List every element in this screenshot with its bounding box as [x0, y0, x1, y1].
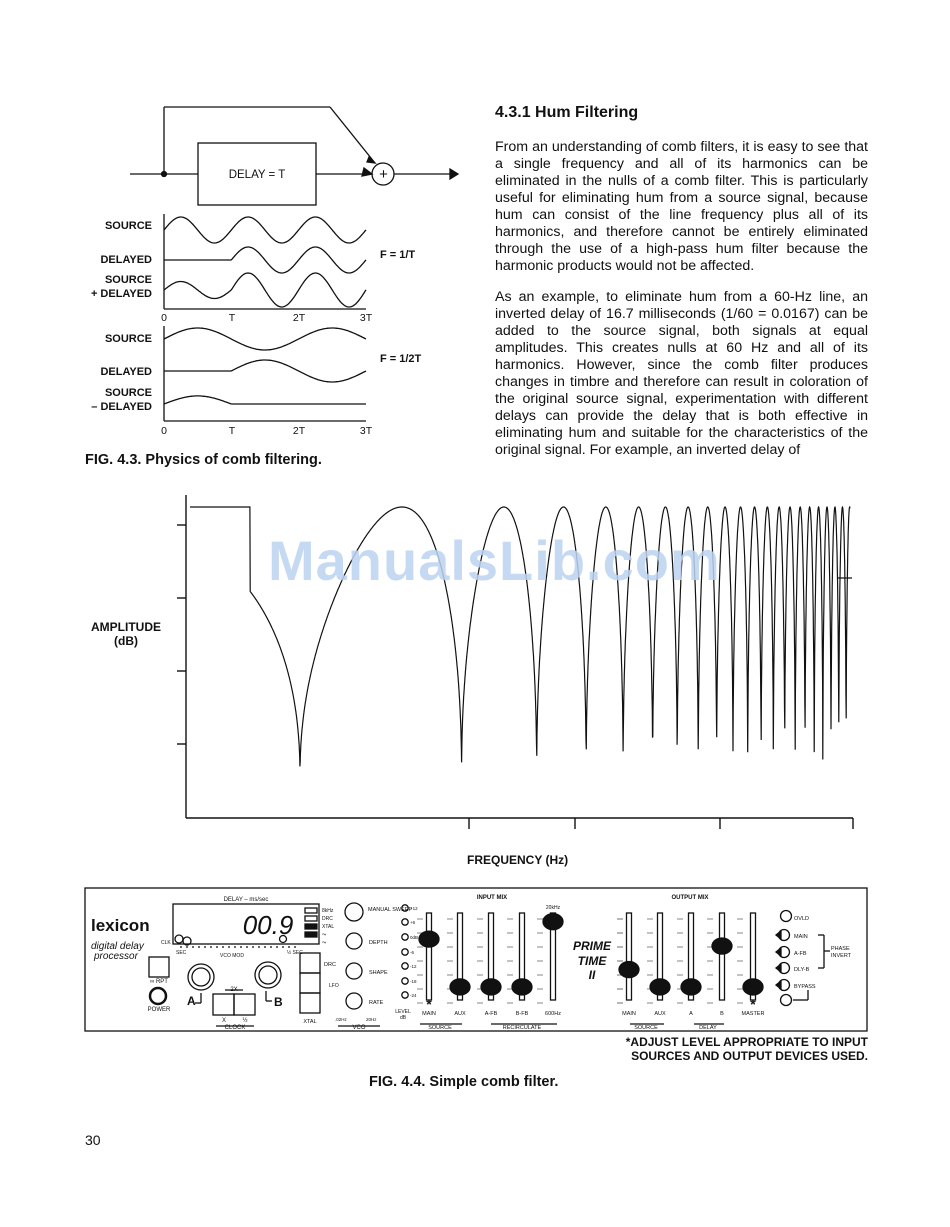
knob-a-label: A — [187, 994, 196, 1008]
g2-tick-2t: 2T — [292, 425, 306, 437]
g2-label-minus-delayed: – DELAYED — [91, 401, 152, 413]
output-fader-cap-5[interactable] — [743, 979, 763, 995]
g1-tick-2t: 2T — [292, 312, 306, 324]
level-mark-2: +6 — [410, 920, 416, 925]
ind-5: ⤳ — [322, 940, 327, 946]
g1-label-plus-delayed: + DELAYED — [90, 288, 152, 300]
sec-right: ½ SEC — [287, 950, 303, 956]
input-fader-label-1: MAIN — [422, 1011, 436, 1017]
btn-dlyb-label: DLY-B — [794, 967, 810, 973]
logo-time: TIME — [577, 954, 607, 968]
g2-tick-3t: 3T — [359, 425, 373, 437]
wave-source-1 — [164, 217, 366, 243]
level-label: LEVEL — [395, 1009, 411, 1015]
vco-knob-rate: RATE — [369, 1000, 384, 1006]
delay-box-label: DELAY = T — [228, 169, 286, 181]
g2-freq: F = 1/2T — [380, 353, 422, 365]
level-mark-1: +12 — [410, 906, 418, 911]
btn-main-label: MAIN — [794, 934, 808, 940]
ind-4: ⤳ — [322, 932, 327, 938]
vco-knob-depth: DEPTH — [369, 940, 388, 946]
g1-tick-3t: 3T — [359, 312, 373, 324]
clock-2x: 2X — [230, 987, 238, 993]
paragraph-2: As an example, to eliminate hum from a 60-Hz line, an inverted delay of 16.7 milliseconds (1/60 = 0.0167) can be added to the source signal, both signals at equal amplitudes. This creates nulls at 60 Hz and all of its harmonics. However, since the comb filter produces changes in timbre and therefore can result in coloration of the original source signal, experimentation with different delays can provide the delay that is both effective in eliminating hum and suitable for the characteristics of the original signal. For example, an inverted delay of — [495, 289, 868, 458]
level-mark-5: -12 — [410, 964, 417, 969]
brand-logo: lexicon — [91, 916, 150, 935]
output-track-1 — [627, 913, 632, 1000]
btn-bypass-label: BYPASS — [794, 984, 816, 990]
vco-knob-shape: SHAPE — [369, 970, 388, 976]
g2-label-source-b: SOURCE — [104, 387, 152, 399]
fig43-diagram — [80, 95, 480, 445]
section-body — [495, 139, 868, 473]
plot-ylabel-block — [86, 620, 166, 648]
ind-drc: DRC — [322, 916, 333, 922]
g1-freq: F = 1/T — [380, 249, 416, 261]
input-fader-cap-2[interactable] — [450, 979, 470, 995]
display-title: DELAY – ms/sec — [223, 897, 269, 903]
g1-label-source: SOURCE — [104, 220, 152, 232]
adjust-note — [560, 1036, 868, 1063]
output-fader-label-1: MAIN — [622, 1011, 636, 1017]
master-asterisk: * — [750, 996, 756, 1012]
clock-x: X — [221, 1018, 227, 1024]
input-fader-label-3: A-FB — [484, 1011, 498, 1017]
clock-half: ½ — [242, 1018, 248, 1024]
g1-label-delayed: DELAYED — [100, 254, 152, 266]
output-fader-cap-3[interactable] — [681, 979, 701, 995]
output-track-4 — [720, 913, 725, 1000]
input-main-asterisk: * — [426, 996, 432, 1012]
sec-left: SEC — [176, 950, 187, 956]
xtal-label: XTAL — [303, 1019, 317, 1025]
front-panel — [82, 885, 870, 1035]
level-mark-3: 0dB — [410, 935, 419, 940]
fig43-caption: FIG. 4.3. Physics of comb filtering. — [85, 452, 322, 468]
g2-label-source: SOURCE — [104, 333, 152, 345]
input-group-recirculate: RECIRCULATE — [502, 1025, 542, 1031]
vco-label: VCO — [352, 1025, 366, 1031]
btn-afb-label: A-FB — [794, 951, 807, 957]
output-fader-label-4: B — [720, 1011, 724, 1017]
logo-ii: II — [588, 968, 596, 982]
input-fader-label-4: B-FB — [515, 1011, 529, 1017]
fig44-caption: FIG. 4.4. Simple comb filter. — [369, 1074, 559, 1090]
vco-range-low: .02Hz — [335, 1017, 347, 1022]
output-fader-cap-2[interactable] — [650, 979, 670, 995]
lfo-label: LFO — [329, 983, 339, 989]
output-mix-title: OUTPUT MIX — [671, 895, 709, 901]
level-mark-4: -6 — [410, 950, 415, 955]
input-fader-label-5: 600Hz — [545, 1011, 561, 1017]
input-mix-title: INPUT MIX — [476, 895, 508, 901]
g2-label-delayed: DELAYED — [100, 366, 152, 378]
input-faders — [417, 913, 565, 1017]
power-label: POWER — [147, 1007, 171, 1013]
sum-symbol: + — [379, 166, 388, 183]
phase-label: PHASE — [831, 946, 850, 952]
product-line2: processor — [94, 951, 138, 962]
section-heading: 4.3.1 Hum Filtering — [495, 104, 639, 121]
watermark: ManualsLib.com — [268, 529, 721, 592]
input-fader-cap-3[interactable] — [481, 979, 501, 995]
input-track-1 — [427, 913, 432, 1000]
level-mark-6: -18 — [410, 979, 417, 984]
adjust-note-line2: SOURCES AND OUTPUT DEVICES USED. — [631, 1048, 868, 1063]
output-fader-cap-4[interactable] — [712, 938, 732, 954]
ind-xtal: XTAL — [322, 924, 335, 930]
level-unit: dB — [399, 1015, 407, 1021]
plot-xlabel: FREQUENCY (Hz) — [467, 853, 569, 867]
btn-ovld-label: OVLD — [794, 916, 809, 922]
output-fader-label-5: MASTER — [741, 1011, 765, 1017]
wave-delayed-2 — [164, 360, 366, 382]
paragraph-1: From an understanding of comb filters, it is easy to see that a single frequency and all of its harmonics can be eliminated in the nulls of a comb filter. This is particularly useful for eliminating hum from a source signal, because hum can consist of the line frequency plus all of its harmonics, and therefore cannot be entirely eliminated through the use of a high-pass hum filter because the harmonic products would not be affected. — [495, 139, 868, 274]
logo-prime: PRIME — [572, 939, 612, 953]
input-top-label: 20kHz — [545, 905, 561, 911]
adjust-note-line1: *ADJUST LEVEL APPROPRIATE TO INPUT — [625, 1035, 868, 1049]
g1-tick-0: 0 — [161, 312, 167, 324]
g1-tick-t: T — [228, 312, 236, 324]
g1-label-source-b: SOURCE — [104, 274, 152, 286]
delay-readout: 00.9 — [242, 910, 294, 940]
vco-range-high: 20Hz — [366, 1017, 377, 1022]
output-fader-label-3: A — [689, 1011, 693, 1017]
plot-yunit: (dB) — [114, 634, 138, 648]
clk-label: CLK — [161, 940, 171, 946]
output-fader-label-2: AUX — [654, 1011, 666, 1017]
output-group-source: SOURCE — [634, 1025, 658, 1031]
output-group-delay: DELAY — [699, 1025, 717, 1031]
vco-mod-label: VCO MOD — [220, 953, 244, 959]
input-fader-cap-1[interactable] — [419, 931, 439, 947]
ind-8khz: 8kHz — [322, 908, 334, 914]
input-fader-label-2: AUX — [454, 1011, 466, 1017]
wave-delayed-1 — [164, 247, 366, 273]
input-fader-cap-5[interactable] — [543, 914, 563, 930]
knob-b-label: B — [274, 995, 283, 1009]
level-mark-7: -24 — [410, 993, 417, 998]
clock-label: CLOCK — [224, 1025, 246, 1031]
page-number: 30 — [85, 1132, 101, 1148]
input-fader-cap-4[interactable] — [512, 979, 532, 995]
g2-tick-0: 0 — [161, 425, 167, 437]
wave-sum-1 — [164, 273, 366, 307]
rpt-label: ∞ RPT — [150, 979, 168, 985]
input-group-source: SOURCE — [428, 1025, 452, 1031]
vco-knob-sweep: MANUAL SWEEP — [368, 907, 413, 913]
plot-ylabel: AMPLITUDE — [91, 620, 161, 634]
product-line1: digital delay — [91, 941, 144, 952]
drc-label: DRC — [324, 962, 336, 968]
output-faders — [617, 913, 765, 1017]
g2-tick-t: T — [228, 425, 236, 437]
wave-difference-2 — [164, 396, 366, 404]
invert-label: INVERT — [831, 953, 852, 959]
wave-source-2 — [164, 328, 366, 350]
